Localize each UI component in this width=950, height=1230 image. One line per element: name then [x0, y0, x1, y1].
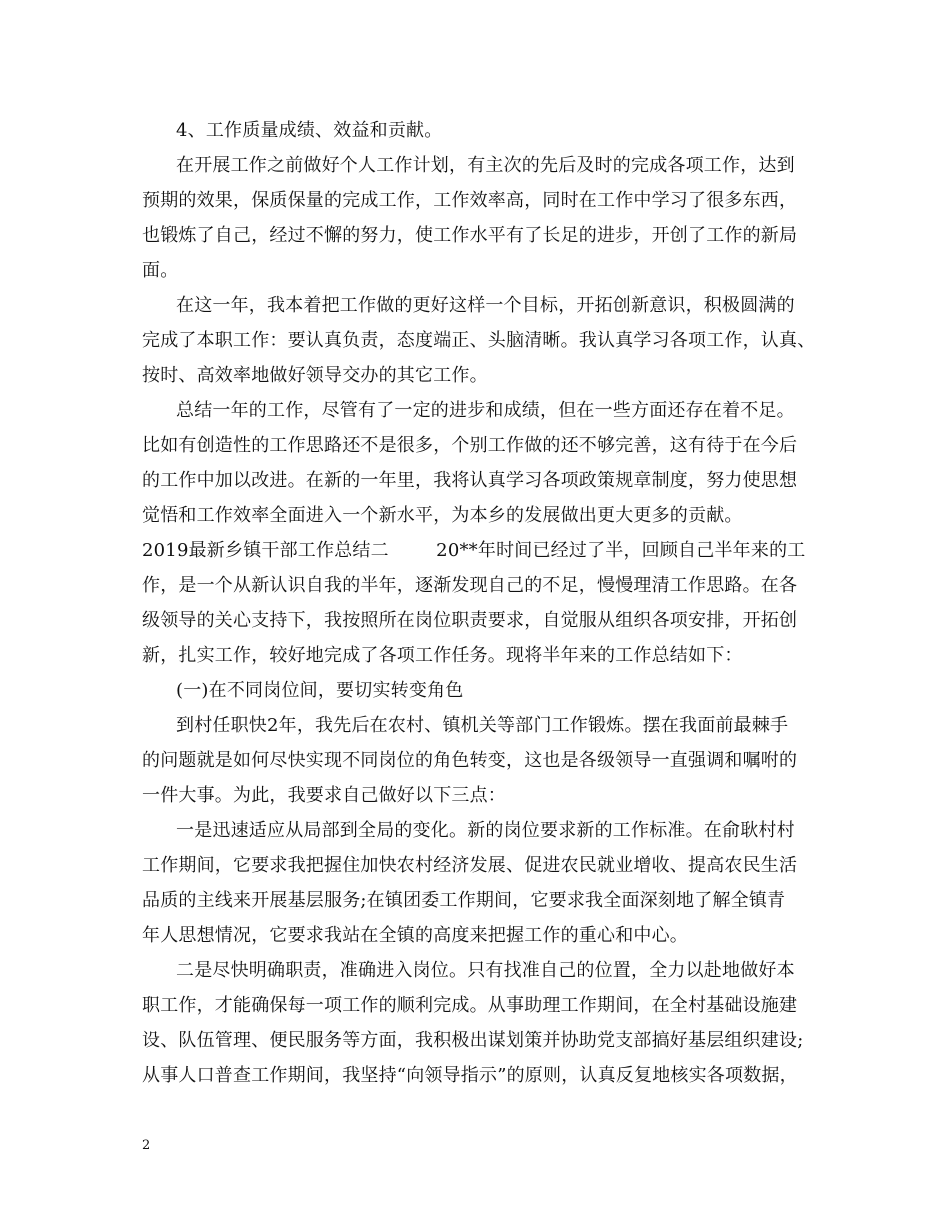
text-line: 从事人口普查工作期间，我坚持“向领导指示”的原则，认真反复地核实各项数据， [142, 1065, 798, 1086]
text-line: 职工作，才能确保每一项工作的顺利完成。从事助理工作期间，在全村基础设施建 [142, 995, 798, 1016]
text-line: 完成了本职工作：要认真负责，态度端正、头脑清晰。我认真学习各项工作，认真、 [142, 330, 816, 351]
text-line: 的问题就是如何尽快实现不同岗位的角色转变，这也是各级领导一直强调和嘱咐的 [142, 750, 798, 771]
text-line: 的工作中加以改进。在新的一年里，我将认真学习各项政策规章制度，努力使思想 [142, 470, 798, 491]
text-line: 也锻炼了自己，经过不懈的努力，使工作水平有了长足的进步，开创了工作的新局 [142, 225, 798, 246]
text-line: 到村任职快2年，我先后在农村、镇机关等部门工作锻炼。摆在我面前最棘手 [176, 715, 789, 736]
text-line: 一件大事。为此，我要求自己做好以下三点： [142, 785, 506, 806]
text-line: 预期的效果，保质保量的完成工作，工作效率高，同时在工作中学习了很多东西， [142, 190, 798, 211]
section-heading-line: 2019最新乡镇干部工作总结二 20**年时间已经过了半，回顾自己半年来的工 [142, 540, 806, 561]
text-line: 觉悟和工作效率全面进入一个新水平，为本乡的发展做出更大更多的贡献。 [142, 505, 743, 526]
text-line: 按时、高效率地做好领导交办的其它工作。 [142, 365, 488, 386]
text-line: 面。 [142, 260, 179, 281]
text-line: 一是迅速适应从局部到全局的变化。新的岗位要求新的工作标准。在俞耿村村 [176, 820, 795, 841]
text-line: 二是尽快明确职责，准确进入岗位。只有找准自己的位置，全力以赴地做好本 [176, 960, 795, 981]
text-line: 设、队伍管理、便民服务等方面，我积极出谋划策并协助党支部搞好基层组织建设; [142, 1030, 804, 1051]
text-line: 比如有创造性的工作思路还不是很多，个别工作做的还不够完善，这有待于在今后 [142, 435, 798, 456]
text-line: 工作期间，它要求我把握住加快农村经济发展、促进农民就业增收、提高农民生活 [142, 855, 798, 876]
text-line: 在这一年，我本着把工作做的更好这样一个目标，开拓创新意识，积极圆满的 [176, 295, 795, 316]
text-line: 总结一年的工作，尽管有了一定的进步和成绩，但在一些方面还存在着不足。 [176, 400, 795, 421]
text-line: 作，是一个从新认识自我的半年，逐渐发现自己的不足，慢慢理清工作思路。在各 [142, 575, 798, 596]
page-number: 2 [142, 1138, 151, 1153]
text-line: 级领导的关心支持下，我按照所在岗位职责要求，自觉服从组织各项安排，开拓创 [142, 610, 798, 631]
text-line: 在开展工作之前做好个人工作计划，有主次的先后及时的完成各项工作，达到 [176, 155, 795, 176]
text-line: 品质的主线来开展基层服务;在镇团委工作期间，它要求我全面深刻地了解全镇青 [142, 890, 786, 911]
text-line: 新，扎实工作，较好地完成了各项工作任务。现将半年来的工作总结如下： [142, 645, 743, 666]
subheading-line: (一)在不同岗位间，要切实转变角色 [176, 680, 464, 701]
text-line: 年人思想情况，它要求我站在全镇的高度来把握工作的重心和中心。 [142, 925, 688, 946]
text-line: 4、工作质量成绩、效益和贡献。 [176, 120, 443, 141]
